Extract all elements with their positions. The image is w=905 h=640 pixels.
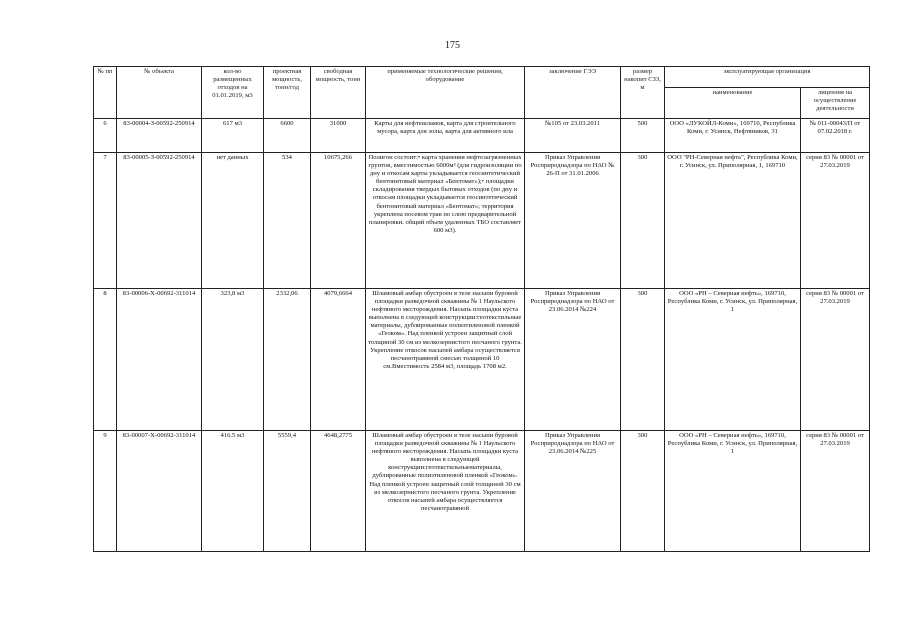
cell-design-capacity: 6600	[264, 119, 311, 153]
header-license: лицензия на осуществление деятельности	[801, 88, 870, 119]
header-gee: заключение ГЭЭ	[525, 67, 621, 119]
cell-szz: 300	[621, 153, 665, 289]
cell-license: серия 83 № 00001 от 27.03.2019	[801, 153, 870, 289]
cell-object: 83-00007-Х-00692-311014	[117, 431, 202, 552]
table-row	[94, 289, 870, 431]
cell-object: 83-00006-Х-00692-311014	[117, 289, 202, 431]
table-row	[94, 431, 870, 552]
cell-num: 6	[94, 119, 117, 153]
cell-free-capacity: 4079,6664	[311, 289, 366, 431]
cell-design-capacity: 5559,4	[264, 431, 311, 552]
header-object: № объекта	[117, 67, 202, 119]
cell-org-name: ООО "РН-Северная нефть", Республика Коми, г. Усинск, ул. Приполярная, 1, 169710	[665, 153, 801, 289]
header-org-group: эксплуатирующая организация	[665, 67, 870, 88]
cell-design-capacity: 2332,06	[264, 289, 311, 431]
cell-free-capacity: 31000	[311, 119, 366, 153]
objects-table	[93, 66, 870, 552]
cell-org-name: ООО «РН – Северная нефть», 169710, Республика Коми, г. Усинск, ул. Приполярная, 1	[665, 431, 801, 552]
header-szz: размер накопит СЗЗ, м	[621, 67, 665, 119]
table-row	[94, 153, 870, 289]
cell-szz: 300	[621, 289, 665, 431]
cell-org-name: ООО «ЛУКОЙЛ-Коми», 169710, Республика Коми, г. Усинск, Нефтяников, 31	[665, 119, 801, 153]
cell-gee: №105 от 23.03.2011	[525, 119, 621, 153]
cell-free-capacity: 10675,266	[311, 153, 366, 289]
cell-org-name: ООО «РН – Северная нефть», 169710, Республика Коми, г. Усинск, ул. Приполярная, 1	[665, 289, 801, 431]
cell-szz: 300	[621, 431, 665, 552]
header-design-capacity: проектная мощность, тонн/год	[264, 67, 311, 119]
cell-tech: Шламовый амбар обустроен в теле насыпи буровой площадки разведочной скважины № 1 Наульского нефтяного месторождения. Насыпь площадки куста выполнена в следующей конструкции:геотекстильные материалы, дублированные полиэтиленовой пленкой «Геоком». Над пленкой устроен защитный слой толщиной 30 см из мелкозернистого песчаного грунта. Укрепление откосов насыпей амбара осуществляется песчанотравяной смесью толщиной 10 см.Вместимость 2584 м3, площадь 1708 м2.	[366, 289, 525, 431]
cell-gee: Приказ Управления Росприроднадзора по НАО от 23.06.2014 №225	[525, 431, 621, 552]
cell-free-capacity: 4648,2775	[311, 431, 366, 552]
cell-object: 83-00005-З-00592-250914	[117, 153, 202, 289]
cell-design-capacity: 534	[264, 153, 311, 289]
cell-object: 83-00004-З-00592-250914	[117, 119, 202, 153]
header-free-capacity: свободная мощность, тонн	[311, 67, 366, 119]
header-tech: применяемые технологические решения, оборудование	[366, 67, 525, 119]
cell-license: серия 83 № 00001 от 27.03.2019	[801, 431, 870, 552]
cell-tech: Карты для нефтешламов, карта для строительного мусора, карта для золы, карта для активного ила	[366, 119, 525, 153]
cell-license: № 011-00043/П от 07.02.2018 г.	[801, 119, 870, 153]
cell-volume: нет данных	[202, 153, 264, 289]
cell-volume: 617 м3	[202, 119, 264, 153]
cell-volume: 416.5 м3	[202, 431, 264, 552]
cell-szz: 500	[621, 119, 665, 153]
table-row	[94, 119, 870, 153]
header-org-name: наименование	[665, 88, 801, 119]
cell-tech: Шламовый амбар обустроен в теле насыпи буровой площадки разведочной скважины № 1 Наульского нефтяного месторождения. Насыпь площадки куста выполнена в следующей конструкции:геотекстильныематериалы, дублированные полиэтиленовой пленкой «Геоком». Над пленкой устроен защитный слой толщиной 30 см из мелкозернистого песчаного грунта. Укрепление откосов насыпей амбара осуществляется песчанотравяной	[366, 431, 525, 552]
cell-volume: 323,8 м3	[202, 289, 264, 431]
cell-num: 8	[94, 289, 117, 431]
cell-gee: Приказ Управления Росприроднадзора по НАО № 26-П от 31.01.2006	[525, 153, 621, 289]
cell-tech: Полигон состоит:• карта хранения нефтезагрязненных грунтов, вместимостью 6000м³ (для гидроизоляции по дну и откосам карты укладывается геосинтетический бентонитовый материал «Бентомат»);• площадки складирования твердых бытовых отходов (по дну и откосам площадки укладывается геосинтетический бентонитовый материал «Бентомат»; территория укреплена посевом трав по слою предварительной планировки. общий объем удаленных ТБО составляет 600 м3).	[366, 153, 525, 289]
header-volume: кол-во размещенных отходов на 01.01.2019, м3	[202, 67, 264, 119]
cell-license: серия 83 № 00001 от 27.03.2019	[801, 289, 870, 431]
header-num: № пп	[94, 67, 117, 119]
cell-num: 7	[94, 153, 117, 289]
page-number: 175	[445, 40, 460, 51]
cell-gee: Приказ Управления Росприроднадзора по НАО от 23.06.2014 №224	[525, 289, 621, 431]
cell-num: 9	[94, 431, 117, 552]
